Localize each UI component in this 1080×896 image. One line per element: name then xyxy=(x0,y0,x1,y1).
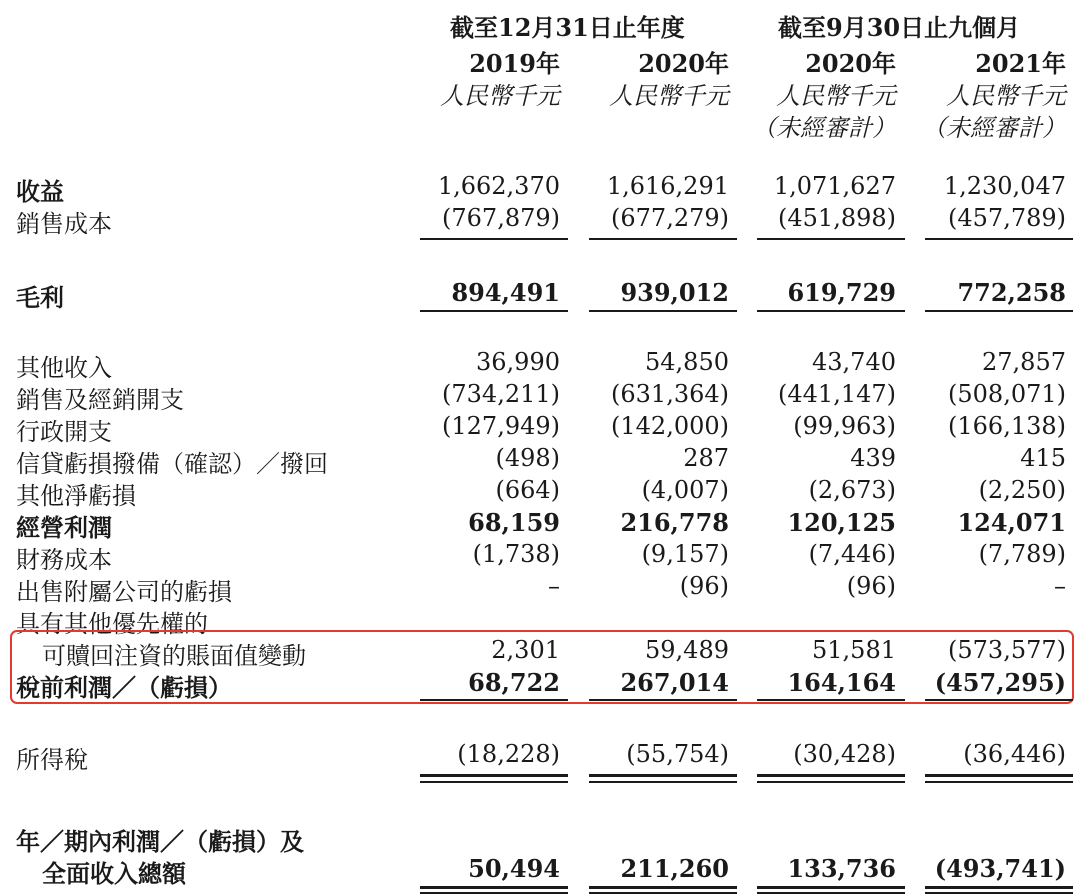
header-unit: 人民幣千元 xyxy=(776,82,896,110)
row-label-loss-on-disposal: 出售附屬公司的虧損 xyxy=(16,578,232,606)
cell-value: 211,260 xyxy=(620,854,729,883)
row-label-finance-costs: 財務成本 xyxy=(16,546,112,574)
double-rule xyxy=(589,886,737,889)
cell-value: 27,857 xyxy=(982,348,1066,376)
cell-value: 164,164 xyxy=(787,668,896,697)
total-rule xyxy=(420,310,568,312)
cell-value: 1,662,370 xyxy=(437,172,560,200)
cell-value: (2,673) xyxy=(808,476,896,504)
row-label-profit-before-tax: 稅前利潤／（虧損） xyxy=(16,673,232,702)
double-rule xyxy=(925,886,1073,889)
subtotal-rule xyxy=(589,238,737,240)
cell-value: 216,778 xyxy=(620,508,729,537)
subtotal-rule xyxy=(420,238,568,240)
double-rule xyxy=(420,886,568,889)
cell-value: 415 xyxy=(1020,444,1066,472)
header-year-2020-annual: 2020年 xyxy=(638,49,729,78)
cell-value: 133,736 xyxy=(787,854,896,883)
total-rule xyxy=(589,310,737,312)
cell-value: 1,071,627 xyxy=(773,172,896,200)
total-rule xyxy=(757,699,905,701)
cell-value: (127,949) xyxy=(442,412,560,440)
cell-value: 619,729 xyxy=(787,278,896,307)
double-rule xyxy=(925,774,1073,777)
header-unit: 人民幣千元 xyxy=(609,82,729,110)
cell-value: (677,279) xyxy=(611,204,729,232)
double-rule xyxy=(420,892,568,894)
double-rule xyxy=(589,781,737,783)
row-label-credit-loss-provision: 信貸虧損撥備（確認）／撥回 xyxy=(16,450,328,478)
double-rule xyxy=(757,892,905,894)
row-label-other-net-losses: 其他淨虧損 xyxy=(16,482,136,510)
cell-value: 894,491 xyxy=(451,278,560,307)
header-unaudited: （未經審計） xyxy=(922,114,1066,142)
cell-value: (493,741) xyxy=(934,854,1066,883)
double-rule xyxy=(757,781,905,783)
row-label-preferred-rights: 具有其他優先權的 xyxy=(16,610,208,638)
cell-value: – xyxy=(548,572,560,600)
cell-value: (508,071) xyxy=(948,380,1066,408)
double-rule xyxy=(757,774,905,777)
total-rule xyxy=(757,310,905,312)
header-annual-period: 截至12月31日止年度 xyxy=(450,13,685,42)
cell-value: (498) xyxy=(495,444,560,472)
header-unit: 人民幣千元 xyxy=(440,82,560,110)
header-year-2020-nine-month: 2020年 xyxy=(805,49,896,78)
total-rule xyxy=(589,699,737,701)
row-label-admin-expenses: 行政開支 xyxy=(16,418,112,446)
row-label-income-tax: 所得稅 xyxy=(16,746,88,774)
total-rule xyxy=(420,699,568,701)
cell-value: 1,616,291 xyxy=(606,172,729,200)
total-rule xyxy=(925,310,1073,312)
header-year-2019: 2019年 xyxy=(469,49,560,78)
double-rule xyxy=(420,774,568,777)
cell-value: (664) xyxy=(495,476,560,504)
cell-value: 267,014 xyxy=(620,668,729,697)
subtotal-rule xyxy=(757,238,905,240)
cell-value: (166,138) xyxy=(948,412,1066,440)
total-rule xyxy=(925,699,1073,701)
double-rule xyxy=(420,781,568,783)
cell-value: (573,577) xyxy=(948,636,1066,664)
row-label-gross-profit: 毛利 xyxy=(16,283,64,312)
header-nine-month-period: 截至9月30日止九個月 xyxy=(778,13,1021,42)
row-label-period-profit: 年／期內利潤／（虧損）及 xyxy=(16,827,304,856)
subtotal-rule xyxy=(925,238,1073,240)
cell-value: 2,301 xyxy=(491,636,560,664)
row-label-operating-profit: 經營利潤 xyxy=(16,513,112,542)
cell-value: 36,990 xyxy=(476,348,560,376)
cell-value: (99,963) xyxy=(793,412,896,440)
cell-value: (767,879) xyxy=(442,204,560,232)
cell-value: 772,258 xyxy=(957,278,1066,307)
cell-value: (457,789) xyxy=(948,204,1066,232)
cell-value: 54,850 xyxy=(645,348,729,376)
cell-value: 124,071 xyxy=(957,508,1066,537)
double-rule xyxy=(589,892,737,894)
row-label-redeemable-capital-change: 可贖回注資的賬面值變動 xyxy=(42,642,306,670)
cell-value: (142,000) xyxy=(611,412,729,440)
cell-value: (96) xyxy=(846,572,896,600)
row-label-total-comprehensive-income: 全面收入總額 xyxy=(42,859,186,888)
cell-value: (1,738) xyxy=(472,540,560,568)
cell-value: (30,428) xyxy=(793,740,896,768)
cell-value: (451,898) xyxy=(778,204,896,232)
double-rule xyxy=(589,774,737,777)
row-label-selling-expenses: 銷售及經銷開支 xyxy=(16,386,184,414)
row-label-other-income: 其他收入 xyxy=(16,354,112,382)
row-label-revenue: 收益 xyxy=(16,177,64,206)
cell-value: 120,125 xyxy=(787,508,896,537)
cell-value: 287 xyxy=(683,444,729,472)
cell-value: (631,364) xyxy=(611,380,729,408)
double-rule xyxy=(757,886,905,889)
double-rule xyxy=(925,781,1073,783)
cell-value: 43,740 xyxy=(812,348,896,376)
cell-value: (18,228) xyxy=(457,740,560,768)
cell-value: 939,012 xyxy=(620,278,729,307)
cell-value: 68,722 xyxy=(468,668,560,697)
cell-value: (4,007) xyxy=(641,476,729,504)
cell-value: 51,581 xyxy=(812,636,896,664)
row-label-cost-of-sales: 銷售成本 xyxy=(16,210,112,238)
cell-value: 68,159 xyxy=(468,508,560,537)
cell-value: (734,211) xyxy=(442,380,560,408)
cell-value: (9,157) xyxy=(641,540,729,568)
cell-value: 50,494 xyxy=(468,854,560,883)
cell-value: (2,250) xyxy=(978,476,1066,504)
cell-value: 59,489 xyxy=(645,636,729,664)
cell-value: (7,789) xyxy=(978,540,1066,568)
cell-value: (55,754) xyxy=(626,740,729,768)
cell-value: (96) xyxy=(679,572,729,600)
cell-value: (7,446) xyxy=(808,540,896,568)
cell-value: (36,446) xyxy=(963,740,1066,768)
header-year-2021-nine-month: 2021年 xyxy=(975,49,1066,78)
header-unit: 人民幣千元 xyxy=(946,82,1066,110)
cell-value: – xyxy=(1054,572,1066,600)
header-unaudited: （未經審計） xyxy=(752,114,896,142)
cell-value: 1,230,047 xyxy=(943,172,1066,200)
cell-value: (457,295) xyxy=(934,668,1066,697)
cell-value: (441,147) xyxy=(778,380,896,408)
double-rule xyxy=(925,892,1073,894)
cell-value: 439 xyxy=(850,444,896,472)
